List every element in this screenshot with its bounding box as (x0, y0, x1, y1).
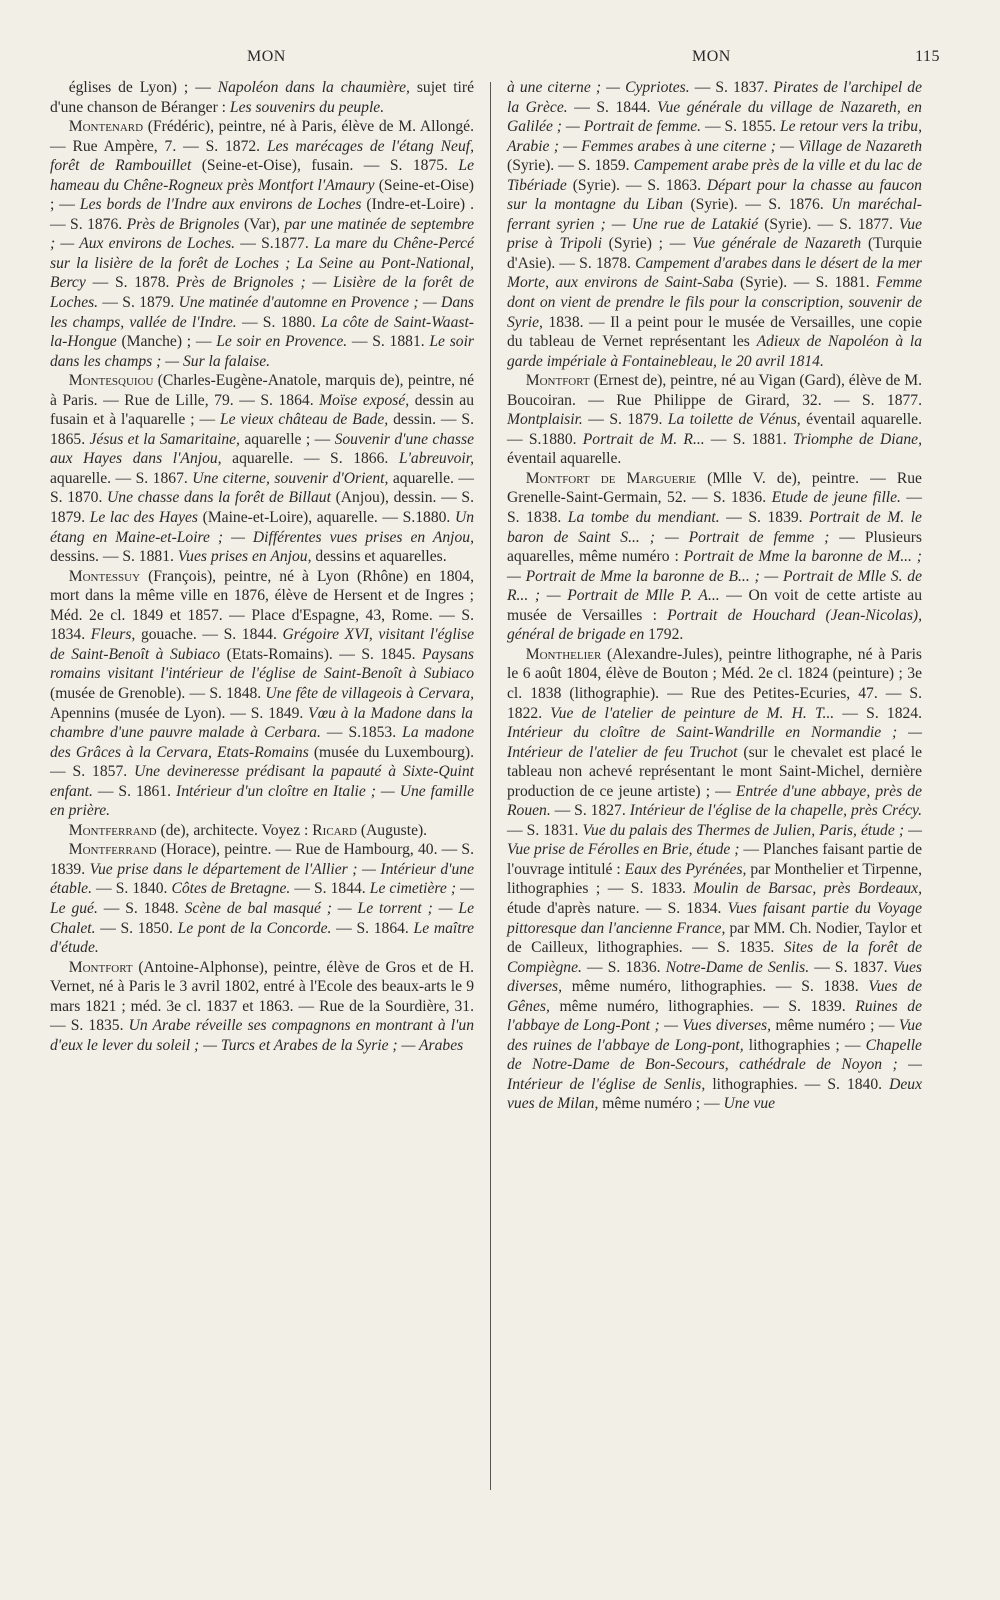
entry-headword: Montenard (68, 118, 144, 136)
artwork-title: Portrait de Houchard (Jean-Nicolas), général de brigade en (507, 606, 923, 644)
right-column (507, 78, 922, 1114)
artwork-title: Les souvenirs du peuple. (229, 98, 385, 116)
artwork-title: Portrait de M. le baron de Saint S... ; — Portrait de femme ; (507, 509, 922, 546)
entry-text: — S. 1881. (704, 430, 793, 448)
artwork-title: Notre-Dame de Senlis. (665, 958, 810, 976)
entry-text: gouache. — S. 1844. (135, 626, 283, 644)
entry-text: aquarelle. — S. 1870. (50, 469, 474, 507)
entry-text: (Anjou), dessin. — S. 1879. (50, 489, 474, 527)
artwork-title: Le soir en Provence. (216, 333, 348, 351)
artwork-title: Deux vues de Milan, (507, 1075, 922, 1113)
artwork-title: Portrait de Mme la baronne de M... ; — Portrait de Mme la baronne de B... ; — Portrait de Mlle S. de R... ; — Portrait de Mlle P. A... (507, 548, 923, 605)
artwork-title: Vue des ruines de l'abbaye de Long-pont, (507, 1017, 922, 1054)
artwork-title: Triomphe de Diane, (792, 430, 922, 448)
entry-text: — Planches faisant partie de l'ouvrage intitulé : (507, 841, 922, 878)
artwork-title: Moïse exposé, (319, 391, 410, 409)
entry-headword: Monthelier (525, 645, 602, 663)
entry-text: — S. 1848. (97, 899, 185, 917)
artwork-title: Le maître d'étude. (50, 919, 474, 957)
entry-text: — S. 1837. (809, 958, 893, 976)
artwork-title: Vue du palais des Thermes de Julien, Paris, étude ; — Vue prise de Férolles en Brie, étude ; (507, 821, 922, 859)
artwork-title: Chapelle de Notre-Dame de Bon-Secours, cathédrale de Noyon ; — Intérieur de l'église de Senlis, (507, 1036, 922, 1093)
artwork-title: Campement d'arabes dans le désert de la mer Morte, aux environs de Saint-Saba (507, 254, 922, 292)
entry-text: même numéro ; — (771, 1017, 899, 1035)
artwork-title: Le soir dans les champs ; — Sur la falaise. (50, 333, 474, 370)
entry-text: (Antoine-Alphonse), peintre, élève de Gros et de H. Vernet, né à Paris le 3 avril 1802, entré à l'Ecole des beaux-arts le 9 mars 1821 ; méd. 3e cl. 1837 et 1863. — Rue de la Sourdière, 31. — S. 1835. (50, 958, 474, 1035)
artwork-title: Près de Brignoles (126, 215, 240, 233)
artwork-title: Fleurs, (90, 626, 136, 644)
entry-headword: Montfort (525, 372, 590, 390)
entry-text: — S. 1838. (507, 489, 922, 527)
entry-text: — S. 1879. (582, 411, 668, 429)
entry-text: — S. 1879. (98, 294, 179, 312)
artwork-title: Le lac des Hayes (89, 509, 198, 527)
dictionary-entry (50, 567, 474, 821)
artwork-title: Une devineresse prédisant la papauté à Sixte-Quint enfant. (50, 763, 474, 800)
entry-headword: Montfort de Marguerie (525, 469, 697, 487)
entry-text: dessins et aquarelles. (311, 548, 447, 566)
artwork-title: Une citerne, souvenir d'Orient, (192, 469, 389, 487)
artwork-title: Départ pour la chasse au faucon sur la montagne du Liban (507, 176, 922, 214)
entry-text: aquarelle. — S. 1866. (221, 450, 399, 468)
artwork-title: Le hameau du Chêne-Rogneux près Montfort l'Amaury (50, 157, 474, 194)
entry-text: — S. 1855. (701, 118, 780, 136)
artwork-title: Vue prise à Tripoli (507, 215, 922, 253)
artwork-title: Vues faisant partie du Voyage pittoresque dan l'ancienne France, (507, 899, 923, 937)
artwork-title: à une citerne ; — Cypriotes. (507, 79, 690, 96)
entry-headword: Montferrand (68, 841, 157, 859)
dictionary-entry (50, 78, 474, 117)
entry-text: même numéro ; — (598, 1095, 724, 1113)
entry-text: par MM. Ch. Nodier, Taylor et de Cailleux, lithographies. — S. 1835. (507, 919, 922, 957)
artwork-title: Montplaisir. (507, 411, 583, 429)
entry-text: lithographies. — S. 1840. (705, 1075, 890, 1093)
entry-text: — S.1853. (320, 724, 403, 742)
entry-text: éventail aquarelle. — S.1880. (507, 411, 922, 448)
artwork-title: Le retour vers la tribu, Arabie ; — Femmes arabes à une citerne ; — Village de Nazareth (507, 118, 922, 155)
running-header-left: MON (247, 48, 286, 65)
entry-text: — S. 1878. (85, 274, 177, 292)
entry-text: (Horace), peintre. — Rue de Hambourg, 40. — S. 1839. (50, 841, 474, 878)
entry-text: 1838. — Il a peint pour le musée de Versailles, une copie du tableau de Vernet représentant les (507, 313, 922, 351)
entry-text: étude d'après nature. — S. 1834. (507, 899, 728, 917)
entry-text: (sur le chevalet est placé le tableau non achevé représentant le mont Saint-Michel, dernière production de ce jeune artiste) ; — (507, 743, 922, 800)
entry-text: éventail aquarelle. (507, 450, 622, 468)
artwork-title: Une matinée d'automne en Provence ; — Dans les champs, vallée de l'Indre. (50, 294, 474, 331)
entry-text: — Plusieurs aquarelles, même numéro : (507, 528, 923, 566)
entry-text: églises de Lyon) ; — (68, 79, 218, 96)
artwork-title: Femme dont on vient de prendre le fils pour la conscription, souvenir de Syrie, (507, 274, 922, 331)
entry-text: (Maine-et-Loire), aquarelle. — S.1880. (198, 509, 455, 527)
artwork-title: Portrait de M. R... (582, 430, 705, 448)
artwork-title: Entrée d'une abbaye, près de Rouen. (507, 782, 922, 820)
artwork-title: Sites de la forêt de Compiègne. (507, 939, 922, 976)
entry-text: — S. 1824. (834, 704, 923, 722)
entry-text: — S.1877. (235, 235, 314, 253)
entry-text: — S. 1836. (581, 958, 666, 976)
column-divider (490, 82, 491, 1490)
artwork-title: Le pont de la Concorde. (177, 919, 332, 937)
entry-text: — S. 1864. (331, 919, 414, 937)
entry-headword: Ricard (312, 821, 357, 839)
artwork-title: La côte de Saint-Waast-la-Hongue (50, 313, 474, 351)
entry-text: (François), peintre, né à Lyon (Rhône) en 1804, mort dans la même ville en 1876, élève de Hersent et de Ingres ; Méd. 2e cl. 1849 et 1857. — Place d'Espagne, 43, Rome. — S. 1834. (50, 567, 474, 644)
artwork-title: Grégoire XVI, visitant l'église de Saint-Benoît à Subiaco (50, 626, 474, 663)
entry-text: — S. 1861. (92, 782, 177, 800)
dictionary-entry (50, 117, 474, 371)
entry-text: même numéro, lithographies. — S. 1839. (549, 997, 856, 1015)
entry-text: Apennins (musée de Lyon). — S. 1849. (50, 704, 309, 722)
entry-text: (Var), (239, 215, 285, 233)
entry-text: dessin. — S. 1865. (50, 411, 474, 448)
entry-text: — S. 1850. (95, 919, 178, 937)
artwork-title: Côtes de Bretagne. (171, 880, 291, 898)
entry-text: — S. 1827. (550, 802, 630, 820)
artwork-title: Scène de bal masqué ; — Le torrent ; — Le Chalet. (50, 899, 475, 937)
entry-headword: Montesquiou (68, 372, 154, 390)
entry-text: — On voit de cette artiste au musée de Versailles : (507, 587, 923, 624)
artwork-title: Un maréchal-ferrant syrien ; — Une rue de Latakié (507, 196, 922, 233)
entry-text: (Indre-et-Loire) . — S. 1876. (50, 196, 474, 233)
artwork-title: La mare du Chêne-Percé sur la lisière de la forêt de Loches ; La Seine au Pont-National, Bercy (50, 235, 474, 292)
page-number: 115 (915, 48, 940, 65)
entry-text: dessin au fusain et à l'aquarelle ; — (50, 391, 474, 429)
entry-text: — S. 1840. (92, 880, 172, 898)
artwork-title: Les bords de l'Indre aux environs de Loches (79, 196, 362, 214)
entry-text: (Manche) ; — (116, 333, 217, 351)
artwork-title: Campement arabe près de la ville et du lac de Tibériade (507, 157, 922, 194)
entry-text: — S. 1831. (507, 821, 583, 839)
entry-text: — S. 1880. (236, 313, 322, 331)
entry-headword: Montessuy (68, 567, 141, 585)
entry-text: même numéro, lithographies. — S. 1838. (562, 978, 869, 996)
artwork-title: Une vue (723, 1095, 776, 1113)
artwork-title: par une matinée de septembre ; — Aux environs de Loches. (50, 215, 474, 253)
entry-text: aquarelle. — S. 1867. (50, 469, 193, 487)
entry-headword: Montfort (68, 958, 133, 976)
artwork-title: Vœu à la Madone dans la chambre d'une pauvre malade à Cerbara. (50, 704, 473, 742)
entry-text: (musée de Grenoble). — S. 1848. (50, 684, 266, 702)
entry-text: (Etats-Romains). — S. 1845. (220, 645, 423, 663)
artwork-title: Vue de l'atelier de peinture de M. H. T... (550, 704, 835, 722)
dictionary-entry (50, 840, 474, 957)
artwork-title: Jésus et la Samaritaine, (89, 430, 240, 448)
artwork-title: Pirates de l'archipel de la Grèce. (507, 79, 923, 116)
entry-text: (Charles-Eugène-Anatole, marquis de), peintre, né à Paris. — Rue de Lille, 79. — S. 1864. (50, 372, 474, 409)
dictionary-entry (50, 371, 474, 566)
artwork-title: Souvenir d'une chasse aux Hayes dans l'Anjou, (50, 430, 474, 468)
artwork-title: Paysans romains visitant l'intérieur de l'église de Saint-Benoît à Subiaco (50, 645, 474, 683)
dictionary-entry (50, 958, 474, 1056)
dictionary-entry (507, 469, 922, 645)
artwork-title: Vues diverses, (507, 958, 922, 996)
dictionary-entry (507, 78, 922, 371)
entry-text: (musée du Luxembourg). — S. 1857. (50, 743, 474, 781)
entry-text: dessins. — S. 1881. (50, 548, 178, 566)
entry-text: aquarelle ; — (239, 430, 335, 448)
artwork-title: Napoléon dans la chaumière, (217, 79, 410, 96)
artwork-title: Intérieur de l'église de la chapelle, près Crécy. (629, 802, 922, 820)
dictionary-entry (50, 821, 474, 841)
entry-text: (Seine-et-Oise), fusain. — S. 1875. (191, 157, 459, 175)
dictionary-entry (507, 371, 922, 469)
entry-headword: Montferrand (68, 821, 157, 839)
entry-text: (Ernest de), peintre, né au Vigan (Gard), élève de M. Boucoiran. — Rue Philippe de Girard, 32. — S. 1877. (507, 372, 922, 409)
entry-text: (Syrie). — S. 1863. (566, 176, 707, 194)
artwork-title: Vue prise dans le département de l'Allier ; — Intérieur d'une étable. (50, 860, 475, 898)
entry-text: (Syrie). — S. 1877. (758, 215, 899, 233)
artwork-title: Un Arabe réveille ses compagnons en montrant à l'un d'eux le lever du soleil ; — Turcs et Arabes de la Syrie ; — Arabes (50, 1017, 474, 1054)
artwork-title: Adieux de Napoléon à la garde impériale à Fontainebleau, le 20 avril 1814. (507, 333, 922, 370)
artwork-title: Intérieur d'un cloître en Italie ; — Une famille en prière. (50, 782, 474, 820)
artwork-title: Vue générale de Nazareth (692, 235, 862, 253)
artwork-title: Vues de Gênes, (507, 978, 922, 1015)
entry-text: (Syrie). — S. 1876. (682, 196, 832, 214)
running-header-right: MON (692, 48, 731, 65)
artwork-title: Ruines de l'abbaye de Long-Pont ; — Vues diverses, (507, 997, 922, 1035)
entry-text: — S. 1839. (719, 509, 810, 527)
artwork-title: Les marécages de l'étang Neuf, forêt de Rambouillet (50, 137, 474, 175)
dictionary-entry (507, 645, 922, 1114)
entry-text: — S. 1844. (290, 880, 370, 898)
entry-text: (Syrie). — S. 1881. (733, 274, 877, 292)
artwork-title: La madone des Grâces à la Cervara, Etats-Romains (50, 724, 474, 761)
entry-text: 1792. (644, 626, 684, 644)
artwork-title: Près de Brignoles ; — Lisière de la forêt de Loches. (50, 274, 474, 312)
artwork-title: Intérieur du cloître de Saint-Wandrille en Normandie ; — Intérieur de l'atelier de feu Truchot (507, 724, 922, 761)
artwork-title: La toilette de Vénus, (667, 411, 801, 429)
artwork-title: Le vieux château de Bade, (220, 411, 389, 429)
entry-text: sujet tiré d'une chanson de Béranger : (50, 79, 475, 116)
entry-text: (Seine-et-Oise) ; — (50, 176, 474, 214)
entry-text: (Turquie d'Asie). — S. 1878. (507, 235, 922, 272)
entry-text: — S. 1881. (347, 333, 430, 351)
entry-text: — S. 1844. (567, 98, 658, 116)
artwork-title: Un étang en Maine-et-Loire ; — Différentes vues prises en Anjou, (50, 509, 474, 546)
artwork-title: Eaux des Pyrénées, (624, 860, 747, 878)
entry-text: lithographies ; — (743, 1036, 866, 1054)
entry-text: (Syrie) ; — (601, 235, 693, 253)
entry-text: (Syrie). — S. 1859. (507, 157, 634, 175)
entry-text: par Monthelier et Tirpenne, lithographies ; — S. 1833. (507, 860, 922, 898)
artwork-title: La tombe du mendiant. (567, 509, 720, 527)
entry-text: (Frédéric), peintre, né à Paris, élève de M. Allongé. — Rue Ampère, 7. — S. 1872. (50, 118, 474, 155)
entry-text: (Alexandre-Jules), peintre lithographe, né à Paris le 6 août 1804, élève de Bouton ; Méd. 2e cl. 1824 (peinture) ; 3e cl. 1838 (lithographie). — Rue des Petites-Ecuries, 47. — S. 1822. (507, 645, 922, 722)
artwork-title: Une chasse dans la forêt de Billaut (107, 489, 331, 507)
left-column (50, 78, 474, 1055)
artwork-title: Une fête de villageois à Cervara, (265, 684, 474, 702)
artwork-title: Etude de jeune fille. (771, 489, 901, 507)
entry-text: (Mlle V. de), peintre. — Rue Grenelle-Saint-Germain, 52. — S. 1836. (507, 469, 922, 507)
entry-text: — S. 1837. (689, 79, 774, 96)
artwork-title: Vue générale du village de Nazareth, en Galilée ; — Portrait de femme. (507, 98, 922, 136)
entry-text: (de), architecte. Voyez : (156, 821, 313, 839)
artwork-title: Le cimetière ; — Le gué. (50, 880, 475, 917)
artwork-title: Moulin de Barsac, près Bordeaux, (693, 880, 922, 898)
entry-text: (Auguste). (356, 821, 428, 839)
artwork-title: Vues prises en Anjou, (177, 548, 312, 566)
artwork-title: L'abreuvoir, (398, 450, 475, 468)
